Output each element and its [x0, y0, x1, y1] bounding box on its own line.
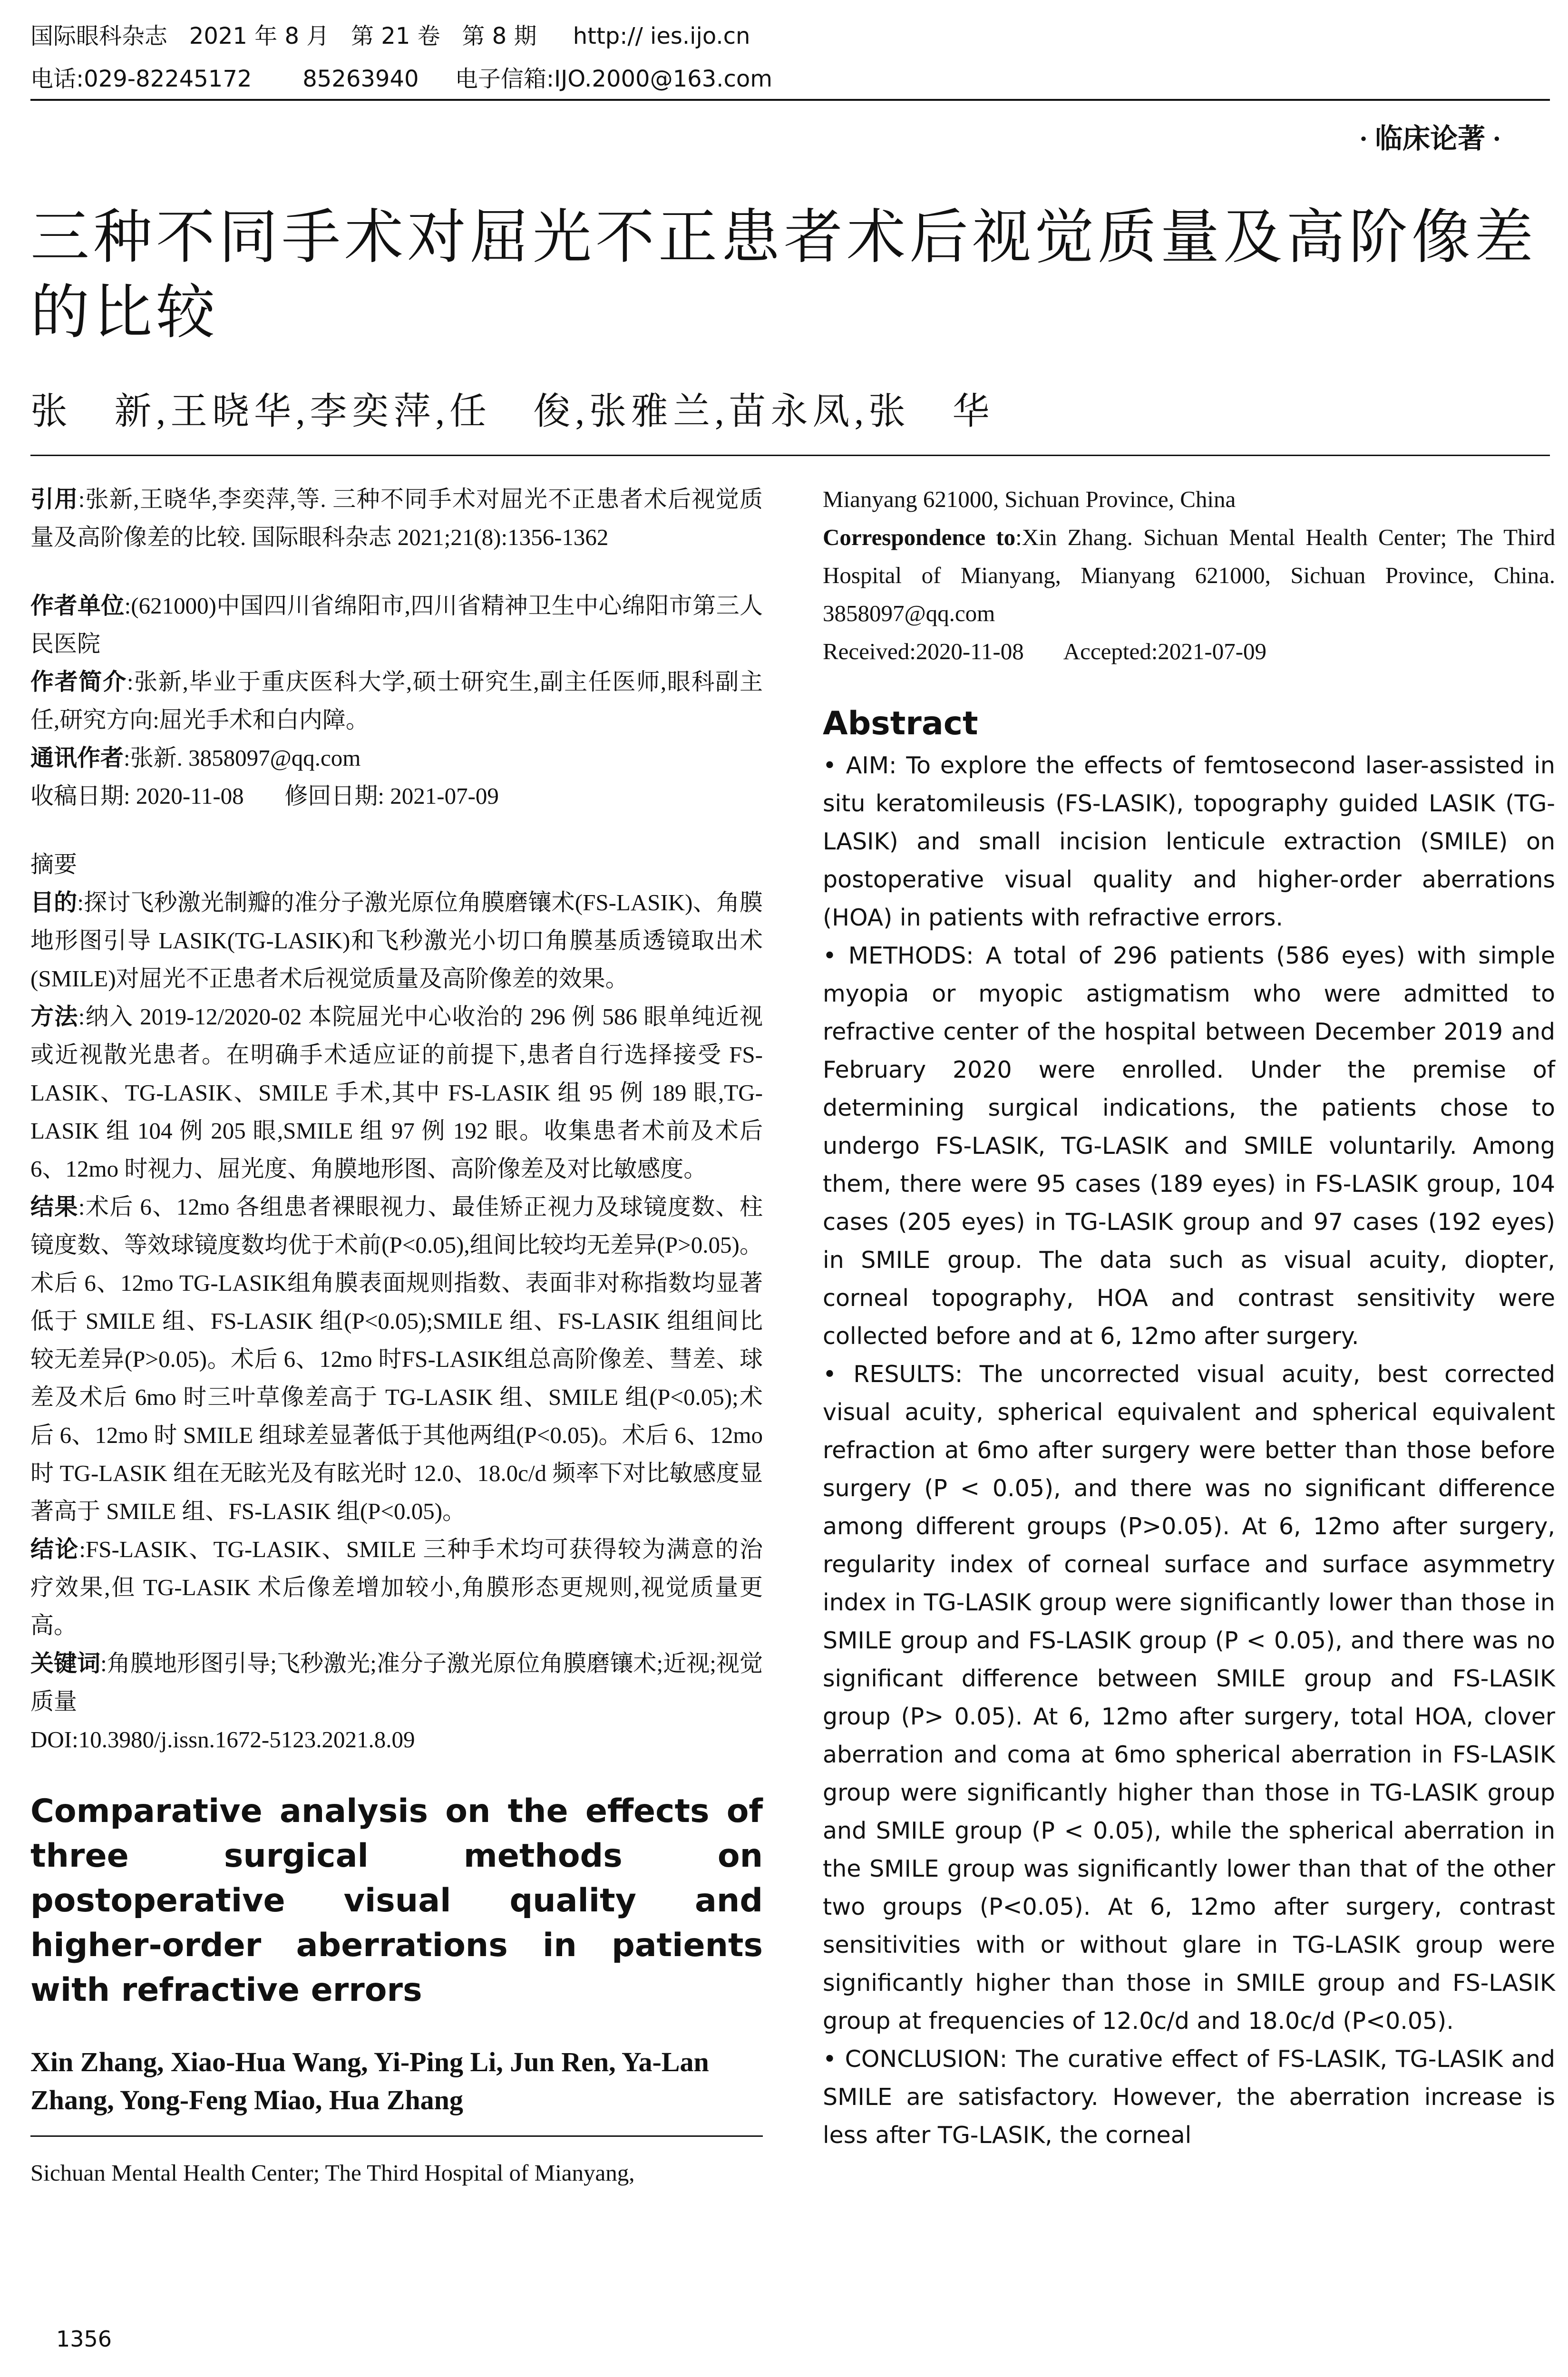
citation-label: 引用 — [30, 486, 78, 513]
affiliation-rule — [30, 2135, 763, 2137]
conclusion-text: :FS-LASIK、TG-LASIK、SMILE 三种手术均可获得较为满意的治疗效果,但 TG-LASIK 术后像差增加较小,角膜形态更规则,视觉质量更高。 — [30, 1536, 763, 1638]
keywords-label: 关键词 — [30, 1650, 101, 1677]
doi: DOI:10.3980/j.issn.1672-5123.2021.8.09 — [30, 1726, 415, 1753]
left-column — [30, 480, 763, 2192]
correspondence — [823, 518, 1555, 633]
journal-contact-line: 电话:029-82245172 85263940 电子信箱:IJO.2000@163.com — [30, 66, 772, 92]
english-authors: Xin Zhang, Xiao-Hua Wang, Yi-Ping Li, Jun Ren, Ya-Lan Zhang, Yong-Feng Miao, Hua Zhang — [30, 2046, 709, 2115]
keywords-text: :角膜地形图引导;飞秒激光;准分子激光原位角膜磨镶术;近视;视觉质量 — [30, 1650, 763, 1715]
english-title: Comparative analysis on the effects of three surgical methods on postoperative visual quality and higher-order aberrations in patients with refractive errors — [30, 1792, 763, 2009]
author-bio — [30, 663, 763, 739]
correspondence-text: :Xin Zhang. Sichuan Mental Health Center; The Third Hospital of Mianyang, Mianyang 621000, Sichuan Province, China. 3858097@qq.com — [823, 524, 1555, 626]
results-text: :术后 6、12mo 各组患者裸眼视力、最佳矫正视力及球镜度数、柱镜度数、等效球镜度数均优于术前(P<0.05),组间比较均无差异(P>0.05)。术后 6、12mo TG-LASIK组角膜表面规则指数、表面非对称指数均显著低于 SMILE 组、FS-LASIK 组(P<0.05);SMILE 组、FS-LASIK 组组间比较无差异(P>0.05)。术后 6、12mo 时FS-LASIK组总高阶像差、彗差、球差及术后 6mo 时三叶草像差高于 TG-LASIK 组、SMILE 组(P<0.05);术后 6、12mo 时 SMILE 组球差显著低于其他两组(P<0.05)。术后 6、12mo 时 TG-LASIK 组在无眩光及有眩光时 12.0、18.0c/d 频率下对比敏感度显著高于 SMILE 组、FS-LASIK 组(P<0.05)。 — [30, 1194, 763, 1524]
abstract-body — [823, 747, 1555, 2154]
author-unit — [30, 587, 763, 663]
unit-text: :(621000)中国四川省绵阳市,四川省精神卫生中心绵阳市第三人民医院 — [30, 593, 763, 657]
abstract-aim: • AIM: To explore the effects of femtosecond laser-assisted in situ keratomileusis (FS-LASIK), topography guided LASIK (TG-LASIK) and small incision lenticule extraction (SMILE) on postoperative visual quality and higher-order aberrations (HOA) in patients with refractive errors. — [823, 752, 1555, 931]
affiliation-start: Sichuan Mental Health Center; The Third Hospital of Mianyang, — [30, 2160, 635, 2186]
abstract-heading: Abstract — [823, 705, 978, 742]
corresponding-author — [30, 739, 763, 777]
page-number: 1356 — [56, 2326, 112, 2352]
objective-label: 目的 — [30, 889, 78, 916]
conclusion-cn — [30, 1530, 763, 1645]
abstract-conclusion: • CONCLUSION: The curative effect of FS-LASIK, TG-LASIK and SMILE are satisfactory. However, the aberration increase is less after TG-LASIK, the corneal — [823, 2046, 1555, 2149]
affiliation-continued: Mianyang 621000, Sichuan Province, China — [823, 486, 1236, 512]
article-title: 三种不同手术对屈光不正患者术后视觉质量及高阶像差的比较 — [30, 203, 1538, 347]
authors-chinese: 张 新,王晓华,李奕萍,任 俊,张雅兰,苗永凤,张 华 — [30, 390, 994, 432]
corr-label: 通讯作者 — [30, 744, 124, 771]
right-column — [823, 480, 1555, 2154]
objective — [30, 884, 763, 998]
header-rule — [30, 99, 1550, 101]
conclusion-label: 结论 — [30, 1536, 79, 1563]
keywords-cn — [30, 1645, 763, 1721]
received-revised-dates: 收稿日期: 2020-11-08 修回日期: 2021-07-09 — [30, 783, 499, 809]
journal-header-line: 国际眼科杂志 2021 年 8 月 第 21 卷 第 8 期 http:// ies.ijo.cn — [30, 23, 750, 49]
right-front-matter — [823, 480, 1555, 671]
abstract-heading-cn: 摘要 — [30, 851, 78, 878]
corr-text: :张新. 3858097@qq.com — [124, 745, 361, 771]
methods-label: 方法 — [30, 1003, 78, 1030]
section-tag: · 临床论著 · — [1359, 123, 1501, 154]
citation — [30, 480, 763, 556]
authors-rule — [30, 455, 1550, 456]
received-accepted-dates: Received:2020-11-08 Accepted:2021-07-09 — [823, 638, 1267, 664]
bio-label: 作者简介 — [30, 668, 127, 695]
methods-text: :纳入 2019-12/2020-02 本院屈光中心收治的 296 例 586 眼单纯近视或近视散光患者。在明确手术适应证的前提下,患者自行选择接受 FS-LASIK、TG-LASIK、SMILE 手术,其中 FS-LASIK 组 95 例 189 眼,TG-LASIK 组 104 例 205 眼,SMILE 组 97 例 192 眼。收集患者术前及术后 6、12mo 时视力、屈光度、角膜地形图、高阶像差及对比敏感度。 — [30, 1003, 763, 1182]
abstract-results: • RESULTS: The uncorrected visual acuity, best corrected visual acuity, spherical equivalent and spherical equivalent refraction at 6mo after surgery were better than those before surgery (P < 0.05), and there was no significant difference among different groups (P>0.05). At 6, 12mo after surgery, regularity index of corneal surface and surface asymmetry index in TG-LASIK group were significantly lower than those in SMILE group and FS-LASIK group (P < 0.05), and there was no significant difference between SMILE group and FS-LASIK group (P> 0.05). At 6, 12mo after surgery, total HOA, clover aberration and coma at 6mo spherical aberration in FS-LASIK group were significantly higher than those in TG-LASIK group and SMILE group (P < 0.05), while the spherical aberration in the SMILE group was significantly lower than that of the other two groups (P<0.05). At 6, 12mo after surgery, contrast sensitivities with or without glare in TG-LASIK group were significantly higher than those in SMILE group and FS-LASIK group at frequencies of 12.0c/d and 18.0c/d (P<0.05). — [823, 1361, 1555, 2035]
citation-text: :张新,王晓华,李奕萍,等. 三种不同手术对屈光不正患者术后视觉质量及高阶像差的比较. 国际眼科杂志 2021;21(8):1356-1362 — [30, 486, 763, 550]
methods-cn — [30, 998, 763, 1188]
bio-text: :张新,毕业于重庆医科大学,硕士研究生,副主任医师,眼科副主任,研究方向:屈光手术和白内障。 — [30, 669, 763, 733]
results-label: 结果 — [30, 1193, 78, 1220]
abstract-methods: • METHODS: A total of 296 patients (586 eyes) with simple myopia or myopic astigmatism who were admitted to refractive center of the hospital between December 2019 and February 2020 were enrolled. Under the premise of determining surgical indications, the patients chose to undergo FS-LASIK, TG-LASIK and SMILE voluntarily. Among them, there were 95 cases (189 eyes) in FS-LASIK group, 104 cases (205 eyes) in TG-LASIK group and 97 cases (192 eyes) in SMILE group. The data such as visual acuity, diopter, corneal topography, HOA and contrast sensitivity were collected before and at 6, 12mo after surgery. — [823, 942, 1555, 1350]
objective-text: :探讨飞秒激光制瓣的准分子激光原位角膜磨镶术(FS-LASIK)、角膜地形图引导 LASIK(TG-LASIK)和飞秒激光小切口角膜基质透镜取出术(SMILE)对屈光不正患者术后视觉质量及高阶像差的效果。 — [30, 889, 763, 992]
unit-label: 作者单位 — [30, 592, 125, 619]
results-cn — [30, 1188, 763, 1530]
correspondence-label: Correspondence to — [823, 524, 1016, 550]
